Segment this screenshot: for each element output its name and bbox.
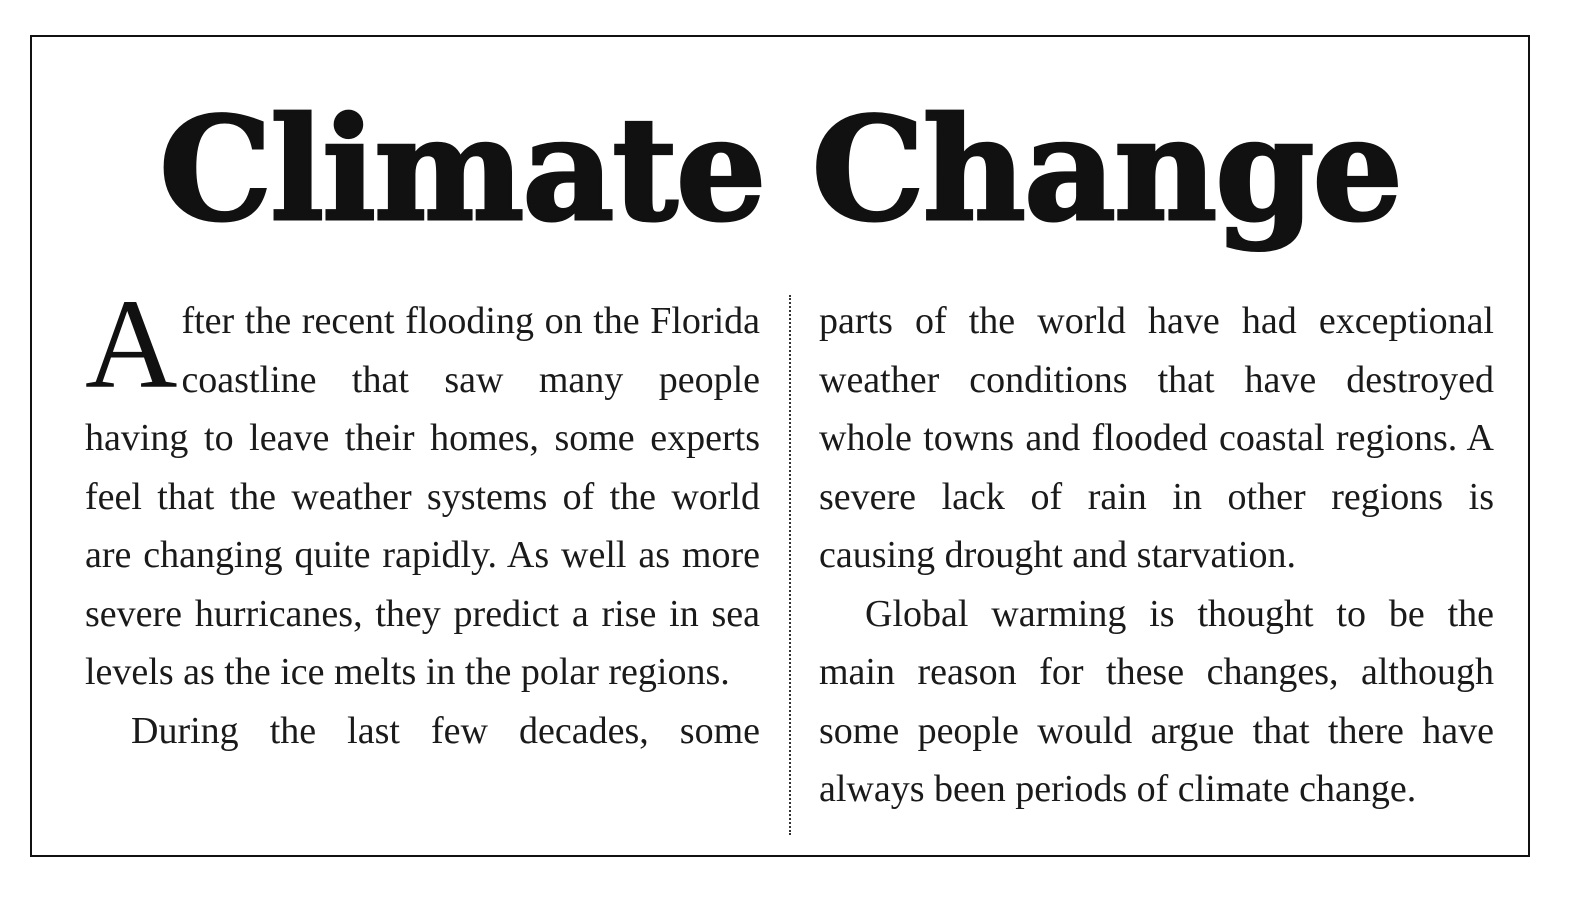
drop-cap: A — [85, 273, 178, 415]
article-title: Climate Change — [159, 87, 1401, 253]
right-column — [819, 292, 1494, 819]
left-column — [85, 273, 760, 760]
paragraph-1 — [85, 273, 760, 702]
paragraph-2-end: parts of the world have had exceptional weather conditions that have destroyed whole towns and flooded coastal regions. A severe lack of rain in other regions is causing drought and starvation. — [819, 300, 1494, 576]
paragraph-1-text: fter the recent flooding on the Florida coastline that saw many people having to leave their homes, some experts feel that the weather systems of the world are changing quite rapidly. As well as more severe hurricanes, they predict a rise in sea levels as the ice melts in the polar regions. — [85, 300, 760, 693]
paragraph-3: Global warming is thought to be the main reason for these changes, although some people would argue that there have always been periods of climate change. — [819, 592, 1494, 810]
article-frame — [30, 35, 1530, 857]
column-divider — [789, 295, 791, 835]
paragraph-2-start: During the last few decades, some — [131, 709, 760, 752]
